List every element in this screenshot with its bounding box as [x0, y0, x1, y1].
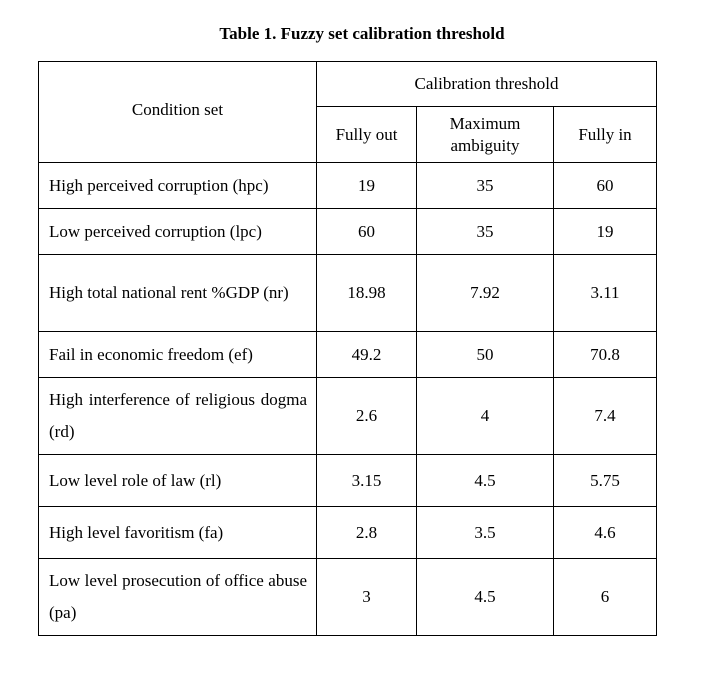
max-ambiguity-cell: 3.5	[417, 507, 554, 559]
fully-in-cell: 4.6	[554, 507, 657, 559]
condition-cell: Low perceived corruption (lpc)	[39, 209, 317, 255]
condition-cell: High level favoritism (fa)	[39, 507, 317, 559]
fully-in-cell: 7.4	[554, 378, 657, 455]
fully-out-cell: 18.98	[317, 255, 417, 332]
maximum-ambiguity-label: Maximum ambiguity	[449, 113, 521, 155]
table-row	[39, 209, 657, 255]
condition-cell: High perceived corruption (hpc)	[39, 163, 317, 209]
fully-out-cell: 2.8	[317, 507, 417, 559]
condition-cell: Low level role of law (rl)	[39, 455, 317, 507]
table-row	[39, 332, 657, 378]
table-row	[39, 507, 657, 559]
calibration-table	[38, 61, 657, 636]
fully-in-cell: 60	[554, 163, 657, 209]
fully-in-cell: 19	[554, 209, 657, 255]
max-ambiguity-cell: 4.5	[417, 559, 554, 636]
fully-out-header: Fully out	[317, 107, 417, 163]
fully-out-cell: 3.15	[317, 455, 417, 507]
maximum-ambiguity-header	[417, 107, 554, 163]
table-caption: Table 1. Fuzzy set calibration threshold	[219, 24, 505, 43]
header-row-1	[39, 62, 657, 107]
fully-out-cell: 2.6	[317, 378, 417, 455]
fully-in-header: Fully in	[554, 107, 657, 163]
fully-in-cell: 5.75	[554, 455, 657, 507]
table-row	[39, 559, 657, 636]
table-row	[39, 455, 657, 507]
table-row	[39, 163, 657, 209]
fully-out-cell: 19	[317, 163, 417, 209]
fully-out-cell: 3	[317, 559, 417, 636]
condition-cell: High total national rent %GDP (nr)	[39, 255, 317, 332]
condition-cell: Low level prosecution of office abuse (pa)	[39, 559, 317, 636]
table-row	[39, 255, 657, 332]
max-ambiguity-cell: 4.5	[417, 455, 554, 507]
fully-in-cell: 3.11	[554, 255, 657, 332]
fully-out-cell: 49.2	[317, 332, 417, 378]
fully-in-cell: 6	[554, 559, 657, 636]
calibration-threshold-header: Calibration threshold	[317, 62, 657, 107]
condition-cell: Fail in economic freedom (ef)	[39, 332, 317, 378]
max-ambiguity-cell: 4	[417, 378, 554, 455]
max-ambiguity-cell: 35	[417, 163, 554, 209]
max-ambiguity-cell: 7.92	[417, 255, 554, 332]
max-ambiguity-cell: 35	[417, 209, 554, 255]
condition-set-header: Condition set	[39, 62, 317, 163]
condition-cell: High interference of religious dogma (rd)	[39, 378, 317, 455]
fully-in-cell: 70.8	[554, 332, 657, 378]
fully-out-cell: 60	[317, 209, 417, 255]
table-row	[39, 378, 657, 455]
max-ambiguity-cell: 50	[417, 332, 554, 378]
